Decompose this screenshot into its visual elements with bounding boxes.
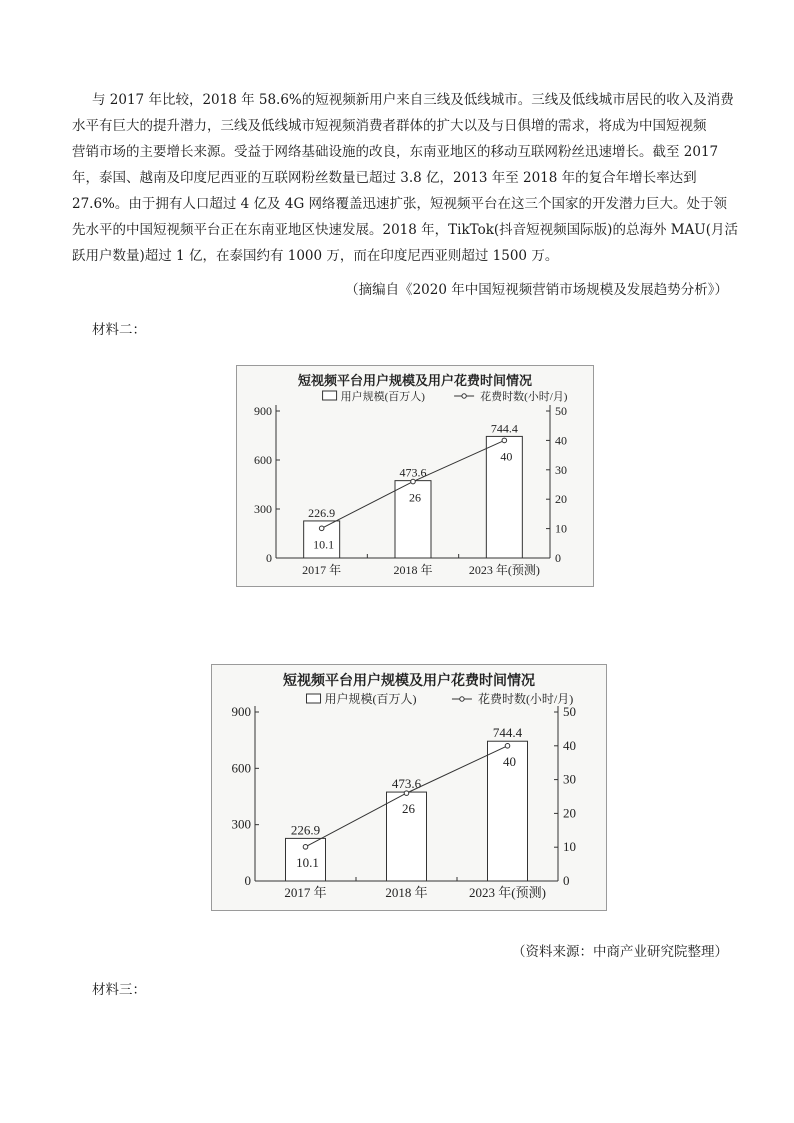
line-value-label: 40	[500, 449, 513, 464]
line-point	[303, 845, 308, 850]
line-point	[319, 526, 324, 531]
bar-value-label: 226.9	[290, 822, 321, 838]
bar-value-label: 744.4	[492, 725, 523, 741]
article-line: 跃用户数量)超过 1 亿，在泰国约有 1000 万，而在印度尼西亚则超过 1500 万。	[72, 248, 559, 264]
x-tick-label: 2018 年	[385, 885, 428, 900]
x-tick-label: 2017 年	[284, 885, 327, 900]
y-right-tick-label: 40	[555, 433, 567, 448]
legend-bar-label: 用户规模(百万人)	[340, 391, 425, 403]
y-right-tick-label: 30	[563, 771, 576, 787]
chart-1-svg	[237, 366, 593, 586]
y-left-tick-label: 300	[231, 816, 251, 832]
chart-title: 短视频平台用户规模及用户花费时间情况	[297, 374, 533, 389]
article-line: 先水平的中国短视频平台正在东南亚地区快速发展。2018 年，TikTok(抖音短视频国际版)的总海外 MAU(月活	[72, 222, 738, 238]
y-right-tick-label: 50	[563, 704, 576, 719]
y-left-tick-label: 900	[231, 704, 251, 719]
material-2-label: 材料二：	[92, 322, 146, 338]
y-left-tick-label: 300	[254, 502, 272, 516]
bar-value-label: 226.9	[308, 505, 336, 520]
y-right-tick-label: 30	[555, 462, 567, 477]
legend-bar-swatch	[323, 391, 337, 400]
legend-line-marker	[460, 697, 464, 701]
legend-line-label: 花费时数(小时/月)	[480, 391, 568, 403]
article-line: 年，泰国、越南及印度尼西亚的互联网粉丝数量已超过 3.8 亿，2013 年至 2018 年的复合年增长率达到	[72, 170, 697, 186]
legend-bar-label: 用户规模(百万人)	[324, 692, 417, 706]
legend-line-marker	[462, 394, 466, 398]
legend-line-label: 花费时数(小时/月)	[477, 692, 574, 706]
article-line: 营销市场的主要增长来源。受益于网络基础设施的改良，东南亚地区的移动互联网粉丝迅速增长。截至 2017	[72, 144, 719, 160]
y-right-tick-label: 0	[555, 551, 561, 565]
y-left-tick-label: 600	[254, 453, 272, 467]
y-right-tick-label: 20	[555, 492, 567, 507]
article-line: 水平有巨大的提升潜力，三线及低线城市短视频消费者群体的扩大以及与日俱增的需求，将成为中国短视频	[72, 118, 707, 134]
y-right-tick-label: 10	[555, 521, 567, 536]
article-line: 与 2017 年比较，2018 年 58.6%的短视频新用户来自三线及低线城市。三线及低线城市居民的收入及消费	[92, 92, 734, 108]
material-3-label: 材料三：	[92, 982, 146, 998]
article-paragraph	[72, 87, 738, 269]
x-tick-label: 2018 年	[393, 563, 433, 577]
bar-value-label: 744.4	[490, 421, 518, 436]
chart-title: 短视频平台用户规模及用户花费时间情况	[283, 673, 535, 689]
line-value-label: 40	[503, 753, 516, 769]
line-point	[505, 744, 510, 749]
y-right-tick-label: 0	[563, 873, 570, 888]
x-tick-label: 2023 年(预测)	[468, 563, 540, 577]
chart-2	[211, 664, 607, 911]
line-value-label: 10.1	[313, 537, 335, 552]
chart-source: （资料来源：中商产业研究院整理）	[512, 944, 728, 960]
y-right-tick-label: 20	[563, 805, 576, 821]
y-left-tick-label: 0	[244, 873, 251, 888]
bar-value-label: 473.6	[399, 465, 427, 480]
chart-1	[236, 365, 594, 587]
line-point	[411, 479, 416, 484]
x-tick-label: 2023 年(预测)	[469, 885, 546, 900]
bar-value-label: 473.6	[391, 776, 422, 792]
line-value-label: 26	[409, 490, 421, 505]
chart-2-svg	[212, 665, 606, 910]
line-value-label: 10.1	[296, 854, 319, 870]
y-left-tick-label: 900	[254, 404, 272, 418]
line-point	[404, 791, 409, 796]
y-right-tick-label: 50	[555, 404, 567, 418]
article-line: 27.6%。由于拥有人口超过 4 亿及 4G 网络覆盖迅速扩张，短视频平台在这三个国家的开发潜力巨大。处于领	[72, 196, 728, 212]
y-left-tick-label: 600	[231, 760, 251, 776]
y-right-tick-label: 10	[563, 839, 576, 855]
y-right-tick-label: 40	[563, 737, 576, 753]
line-point	[502, 438, 507, 443]
legend-bar-swatch	[307, 694, 321, 703]
article-source: （摘编自《2020 年中国短视频营销市场规模及发展趋势分析》）	[345, 282, 728, 298]
line-value-label: 26	[402, 801, 415, 817]
y-left-tick-label: 0	[266, 551, 272, 565]
x-tick-label: 2017 年	[302, 563, 342, 577]
